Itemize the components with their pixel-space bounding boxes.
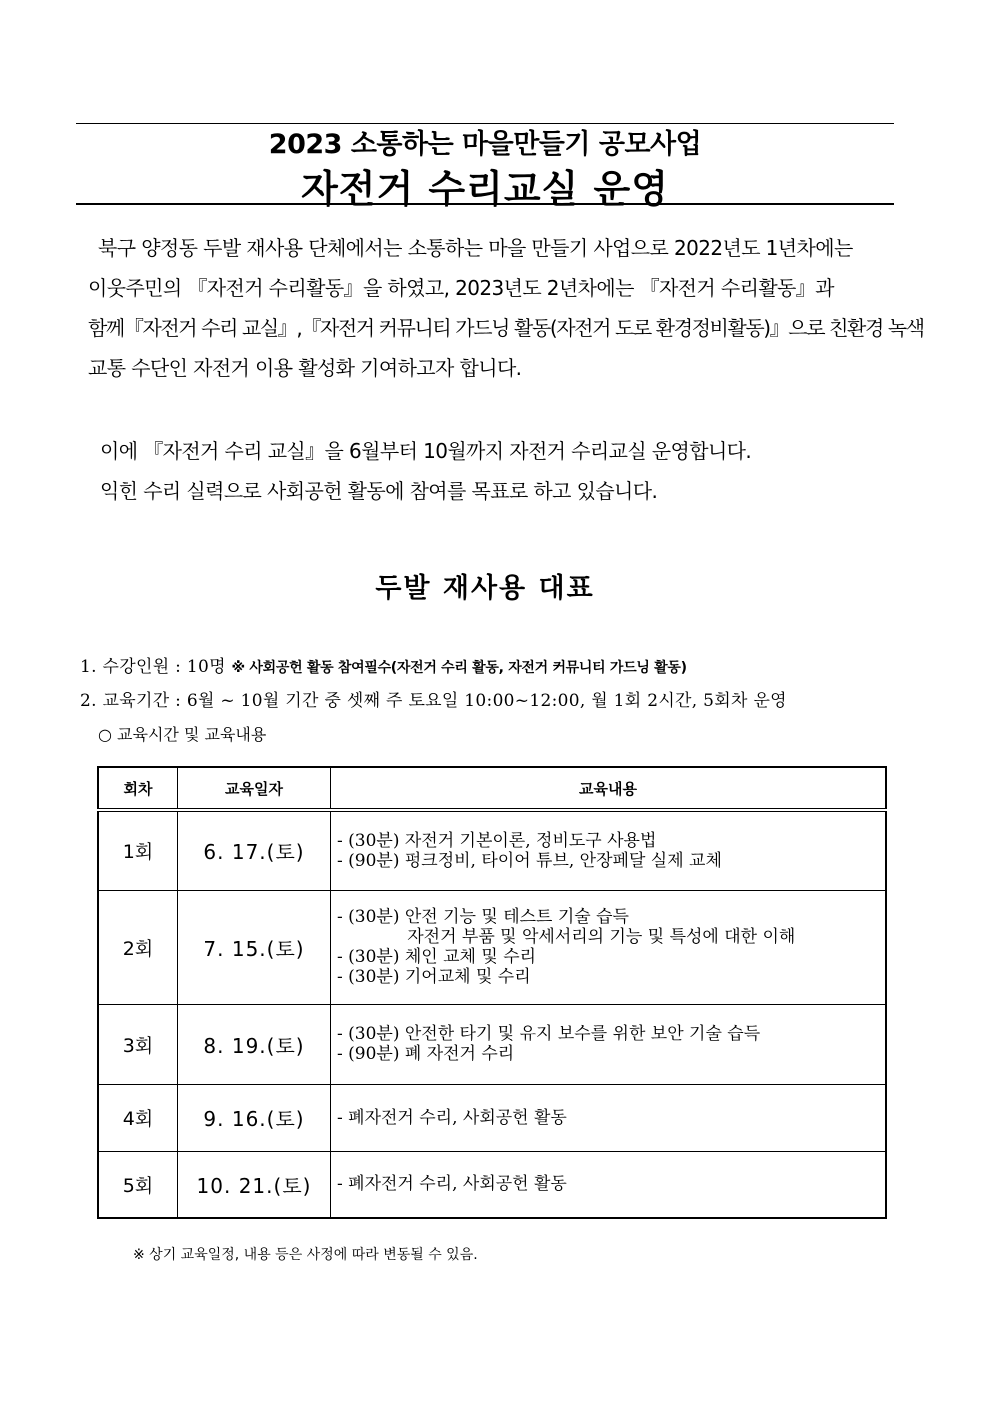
doc-title: 자전거 수리교실 운영 [301, 167, 669, 211]
round-cell: 2회 [98, 890, 178, 1004]
table-row [98, 810, 886, 890]
intro-paragraph [88, 228, 924, 388]
period-item: 2. 교육기간 : 6월 ~ 10월 기간 중 셋째 주 토요일 10:00~12:00, 월 1회 2시간, 5회차 운영 [80, 691, 787, 711]
content-line: - (30분) 안전한 타기 및 유지 보수를 위한 보안 기술 습득 [337, 1024, 761, 1044]
section-heading: 두발 재사용 대표 [375, 573, 595, 604]
content-line: - (30분) 기어교체 및 수리 [337, 967, 531, 987]
content-line: - (30분) 자전거 기본이론, 정비도구 사용법 [337, 830, 657, 851]
schedule-table [97, 766, 887, 1219]
footnote: ※ 상기 교육일정, 내용 등은 사정에 따라 변동될 수 있음. [133, 1247, 478, 1263]
intro-line: 함께『자전거 수리 교실』,『자전거 커뮤니티 가드닝 활동(자전거 도로 환경정비활동)』으로 친환경 녹색 [88, 316, 924, 340]
date-cell: 7. 15.(토) [178, 890, 331, 1004]
round-cell: 1회 [98, 810, 178, 890]
enrollment-note: ※ 사회공헌 활동 참여필수(자전거 수리 활동, 자전거 커뮤니티 가드닝 활동) [231, 660, 687, 676]
round-cell: 4회 [98, 1084, 178, 1151]
table-row [98, 1084, 886, 1151]
enrollment-text: 1. 수강인원 : 10명 [80, 657, 232, 677]
content-line: - (90분) 펑크정비, 타이어 튜브, 안장페달 실제 교체 [337, 850, 722, 871]
enrollment-item [80, 652, 687, 677]
table-row [98, 890, 886, 1004]
schedule-subheading: ○ 교육시간 및 교육내용 [98, 725, 267, 744]
date-cell: 8. 19.(토) [178, 1004, 331, 1084]
content-line: - (30분) 체인 교체 및 수리 [337, 947, 537, 967]
table-row [98, 1004, 886, 1084]
content-line: 자전거 부품 및 악세서리의 기능 및 특성에 대한 이해 [337, 927, 796, 947]
title-rule [76, 203, 894, 205]
intro-line: 교통 수단인 자전거 이용 활성화 기여하고자 합니다. [88, 356, 522, 380]
round-cell: 5회 [98, 1151, 178, 1218]
content-line: - 폐자전거 수리, 사회공헌 활동 [337, 1107, 567, 1128]
table-header-row [98, 767, 886, 810]
date-cell: 10. 21.(토) [178, 1151, 331, 1218]
doc-subtitle: 2023 소통하는 마을만들기 공모사업 [268, 129, 702, 160]
content-line: - (30분) 안전 기능 및 테스트 기술 습득 [337, 907, 629, 927]
content-cell [331, 810, 887, 890]
content-line: - (90분) 폐 자전거 수리 [337, 1044, 515, 1064]
content-cell [331, 1084, 887, 1151]
header-date: 교육일자 [178, 767, 331, 810]
date-cell: 6. 17.(토) [178, 810, 331, 890]
intro-line: 이웃주민의 『자전거 수리활동』을 하였고, 2023년도 2년차에는 『자전거 수리활동』과 [88, 276, 834, 300]
content-cell [331, 1151, 887, 1218]
intro-line: 북구 양정동 두발 재사용 단체에서는 소통하는 마을 만들기 사업으로 2022년도 1년차에는 [98, 236, 853, 260]
header-content: 교육내용 [331, 767, 887, 810]
header-round: 회차 [98, 767, 178, 810]
content-line: - 폐자전거 수리, 사회공헌 활동 [337, 1174, 567, 1195]
intro-line: 익힌 수리 실력으로 사회공헌 활동에 참여를 목표로 하고 있습니다. [100, 479, 658, 503]
date-cell: 9. 16.(토) [178, 1084, 331, 1151]
table-row [98, 1151, 886, 1218]
content-cell [331, 1004, 887, 1084]
intro-line: 이에 『자전거 수리 교실』을 6월부터 10월까지 자전거 수리교실 운영합니다. [100, 439, 752, 463]
round-cell: 3회 [98, 1004, 178, 1084]
content-cell [331, 890, 887, 1004]
